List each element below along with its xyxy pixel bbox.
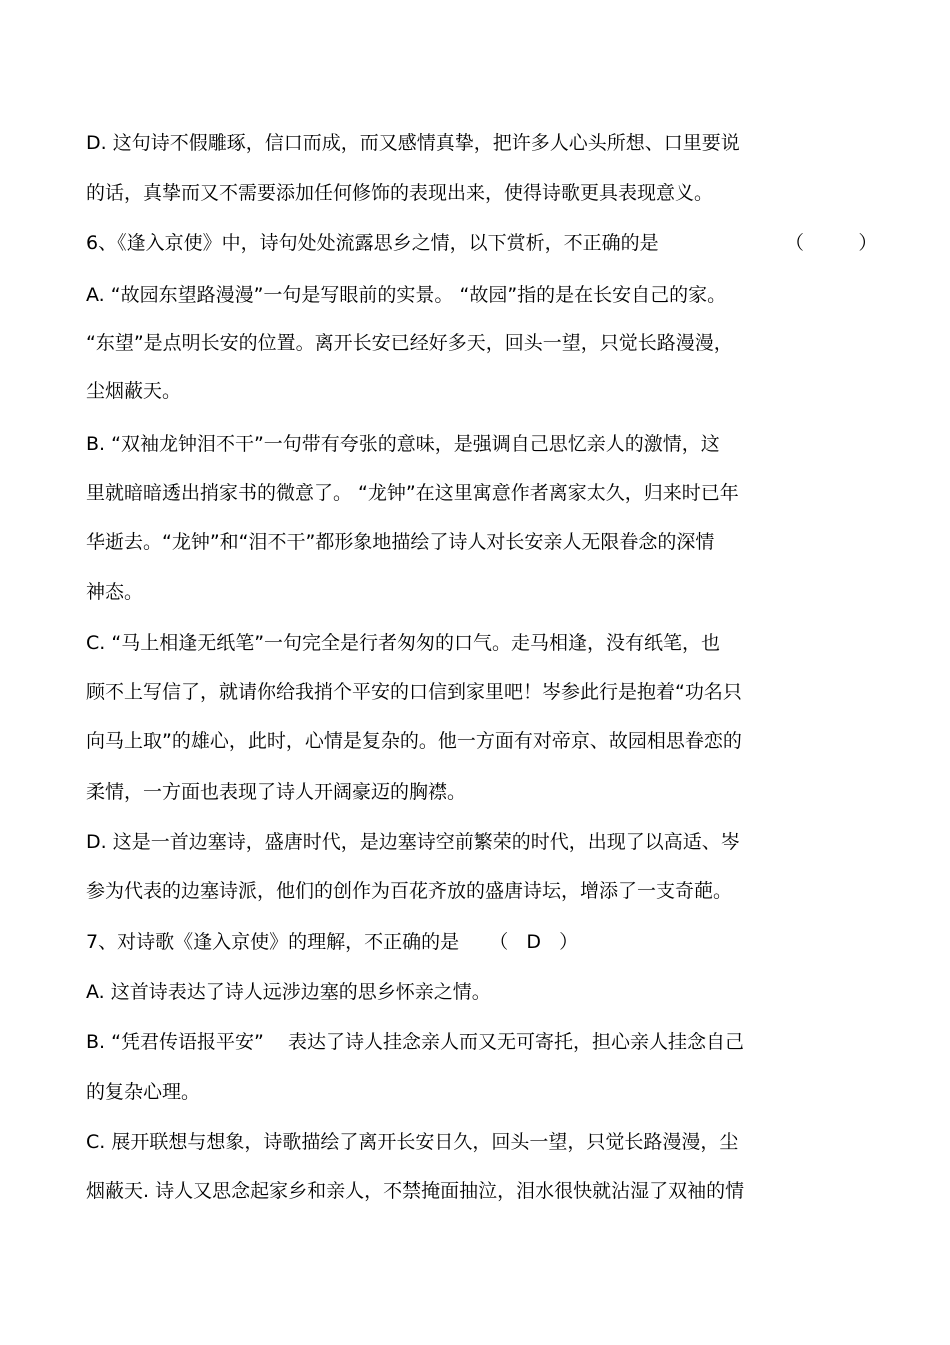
option-c-line: C. 展开联想与想象，诗歌描绘了离开长安日久，回头一望，只觉长路漫漫，尘 <box>86 1131 739 1153</box>
text-line: 的复杂心理。 <box>86 1081 201 1103</box>
text-line: “东望”是点明长安的位置。离开长安已经好多天，回头一望，只觉长路漫漫， <box>86 332 733 354</box>
question-7-stem: 7、对诗歌《逢入京使》的理解，不正确的是 （ D ） <box>86 931 579 953</box>
text-line: D. 这句诗不假雕琢，信口而成，而又感情真挚，把许多人心头所想、口里要说 <box>86 132 740 154</box>
option-b-line: B. “凭君传语报平安” 表达了诗人挂念亲人而又无可寄托，担心亲人挂念自己 <box>86 1031 744 1053</box>
text-line: 神态。 <box>86 581 144 603</box>
question-6-stem: 6、《逢入京使》中，诗句处处流露思乡之情，以下赏析，不正确的是 <box>86 232 659 254</box>
text-line: 华逝去。“龙钟”和“泪不干”都形象地描绘了诗人对长安亲人无限眷念的深情 <box>86 531 715 553</box>
text-line: 参为代表的边塞诗派，他们的创作为百花齐放的盛唐诗坛，增添了一支奇葩。 <box>86 880 733 902</box>
text-line: 向马上取”的雄心，此时，心情是复杂的。他一方面有对帝京、故园相思眷恋的 <box>86 730 742 752</box>
text-line: 的话，真挚而又不需要添加任何修饰的表现出来，使得诗歌更具表现意义。 <box>86 182 714 204</box>
option-b-line: B. “双袖龙钟泪不干”一句带有夸张的意味，是强调自己思忆亲人的激情，这 <box>86 433 720 455</box>
text-line: 尘烟蔽天。 <box>86 380 182 402</box>
option-a-line: A. 这首诗表达了诗人远涉边塞的思乡怀亲之情。 <box>86 981 491 1003</box>
option-c-line: C. “马上相逢无纸笔”一句完全是行者匆匆的口气。走马相逢，没有纸笔，也 <box>86 632 721 654</box>
text-line: 里就暗暗透出捎家书的微意了。 “龙钟”在这里寓意作者离家太久，归来时已年 <box>86 482 739 504</box>
answer-bracket: （ ） <box>785 232 878 254</box>
option-a-line: A. “故园东望路漫漫”一句是写眼前的实景。 “故园”指的是在长安自己的家。 <box>86 284 727 306</box>
option-d-line: D. 这是一首边塞诗，盛唐时代，是边塞诗空前繁荣的时代，出现了以高适、岑 <box>86 831 740 853</box>
text-line: 烟蔽天. 诗人又思念起家乡和亲人，不禁掩面抽泣，泪水很快就沾湿了双袖的情 <box>86 1180 745 1202</box>
text-line: 顾不上写信了，就请你给我捎个平安的口信到家里吧！岑参此行是抱着“功名只 <box>86 681 742 703</box>
text-line: 柔情，一方面也表现了诗人开阔豪迈的胸襟。 <box>86 781 467 803</box>
